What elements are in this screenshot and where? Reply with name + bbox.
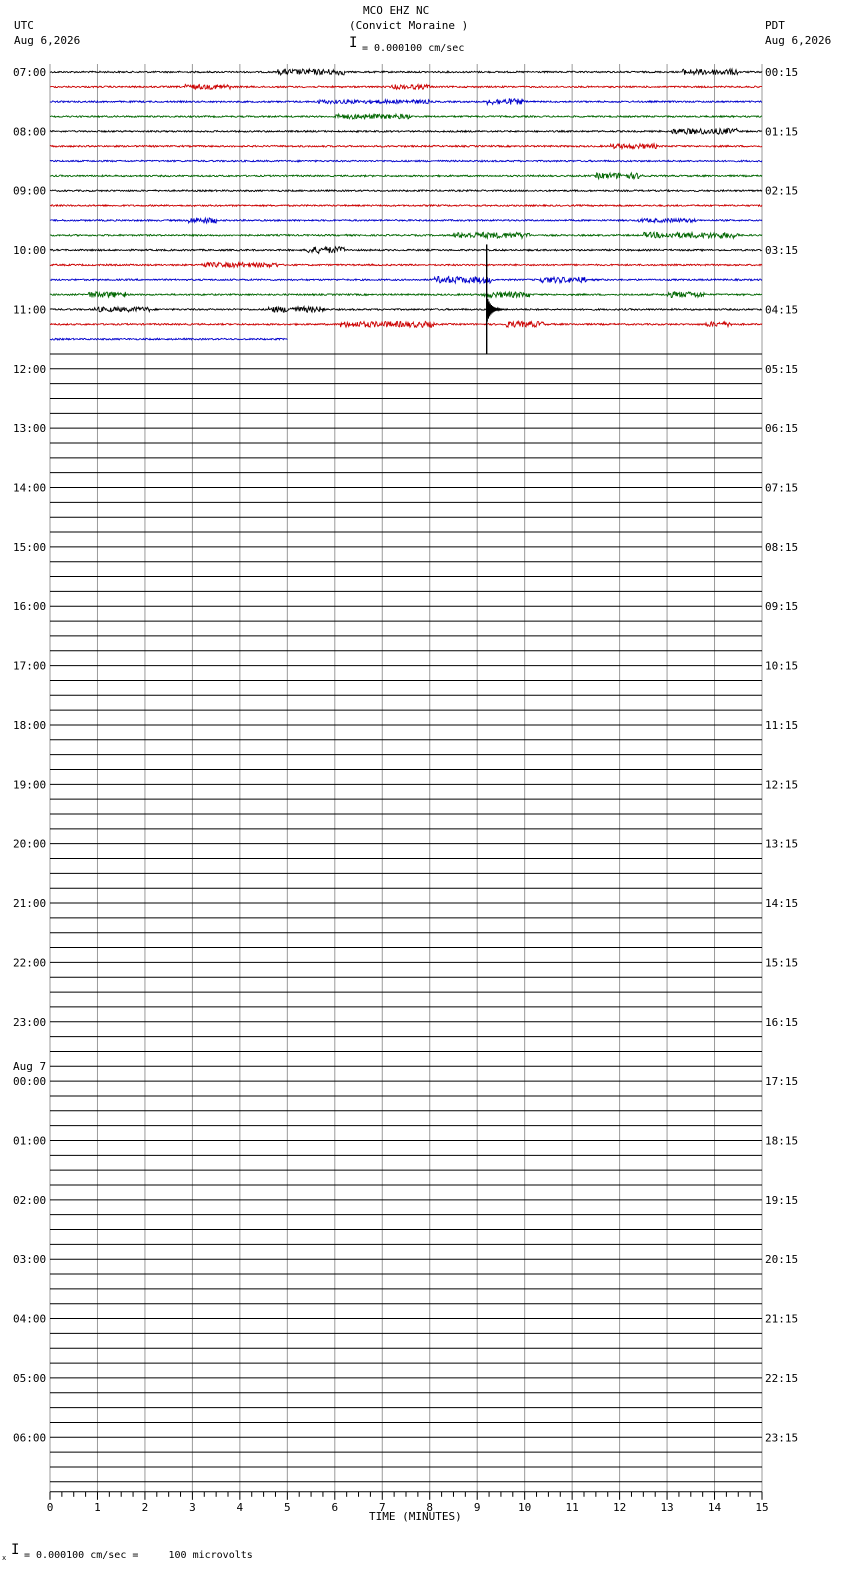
- left-timezone: UTC: [14, 19, 34, 32]
- pdt-hour-label: 05:15: [765, 362, 799, 376]
- seismic-trace: [50, 84, 762, 89]
- utc-hour-label: 00:00: [13, 1075, 47, 1089]
- seismic-trace: [50, 276, 762, 283]
- footer-prefix: x: [2, 1554, 7, 1562]
- seismic-trace: [50, 218, 762, 224]
- seismic-trace: [50, 69, 762, 75]
- utc-hour-label: 21:00: [13, 897, 47, 911]
- x-tick-label: 7: [378, 1500, 386, 1514]
- right-date: Aug 6,2026: [765, 34, 832, 47]
- x-tick-label: 0: [46, 1500, 54, 1514]
- scale-label: = 0.000100 cm/sec: [362, 43, 465, 54]
- seismic-trace: [50, 321, 762, 327]
- utc-hour-label: 23:00: [13, 1015, 47, 1029]
- pdt-hour-label: 12:15: [765, 778, 799, 792]
- utc-hour-label: 22:00: [13, 956, 47, 970]
- pdt-hour-label: 06:15: [765, 422, 799, 436]
- x-tick-label: 1: [94, 1500, 101, 1514]
- x-tick-label: 4: [236, 1500, 244, 1514]
- seismic-trace: [50, 144, 762, 149]
- utc-hour-label: 19:00: [13, 778, 47, 792]
- x-tick-label: 12: [612, 1500, 627, 1514]
- seismic-trace: [50, 114, 762, 119]
- pdt-hour-label: 04:15: [765, 303, 799, 317]
- x-tick-label: 15: [755, 1500, 769, 1514]
- pdt-hour-label: 11:15: [765, 718, 799, 732]
- site-name: (Convict Moraine ): [349, 19, 469, 32]
- seismic-trace: [50, 99, 762, 105]
- pdt-hour-label: 01:15: [765, 125, 799, 139]
- x-tick-label: 10: [518, 1500, 532, 1514]
- x-tick-label: 8: [426, 1500, 434, 1514]
- seismic-trace: [50, 232, 762, 238]
- pdt-hour-label: 13:15: [765, 837, 799, 851]
- left-date: Aug 6,2026: [14, 34, 81, 47]
- seismic-trace: [50, 247, 762, 254]
- seismic-trace: [50, 338, 287, 340]
- utc-hour-label: 10:00: [13, 244, 47, 258]
- utc-hour-label: 05:00: [13, 1371, 47, 1385]
- scale-icon: I: [349, 35, 358, 51]
- utc-hour-label: 09:00: [13, 184, 47, 198]
- pdt-hour-label: 08:15: [765, 540, 799, 554]
- right-timezone: PDT: [765, 19, 785, 32]
- utc-hour-label: 17:00: [13, 659, 47, 673]
- seismic-trace: [50, 292, 762, 298]
- utc-hour-label: 03:00: [13, 1253, 47, 1267]
- pdt-hour-label: 19:15: [765, 1193, 799, 1207]
- utc-hour-label: 01:00: [13, 1134, 47, 1148]
- utc-hour-label: 12:00: [13, 362, 47, 376]
- seismic-trace: [50, 128, 762, 134]
- utc-hour-label: 20:00: [13, 837, 47, 851]
- utc-hour-label: 13:00: [13, 422, 47, 436]
- utc-hour-label: 11:00: [13, 303, 47, 317]
- pdt-hour-label: 18:15: [765, 1134, 799, 1148]
- utc-hour-label: 14:00: [13, 481, 47, 495]
- seismic-trace: [50, 205, 762, 207]
- seismic-trace: [50, 160, 762, 162]
- x-tick-label: 2: [141, 1500, 149, 1514]
- pdt-hour-label: 03:15: [765, 244, 799, 258]
- pdt-hour-label: 20:15: [765, 1253, 799, 1267]
- x-tick-label: 9: [473, 1500, 481, 1514]
- pdt-hour-label: 10:15: [765, 659, 799, 673]
- x-tick-label: 14: [707, 1500, 722, 1514]
- utc-hour-label: 16:00: [13, 600, 47, 614]
- utc-hour-label: 06:00: [13, 1431, 47, 1445]
- x-tick-label: 5: [284, 1500, 291, 1514]
- utc-hour-label: 04:00: [13, 1312, 47, 1326]
- pdt-hour-label: 15:15: [765, 956, 799, 970]
- x-tick-label: 6: [331, 1500, 339, 1514]
- pdt-hour-label: 02:15: [765, 184, 799, 198]
- utc-hour-label: 02:00: [13, 1193, 47, 1207]
- station-title: MCO EHZ NC: [363, 4, 430, 17]
- footer-scale: = 0.000100 cm/sec = 100 microvolts: [24, 1550, 253, 1561]
- seismic-trace: [50, 190, 762, 192]
- seismic-trace: [50, 262, 762, 267]
- pdt-hour-label: 07:15: [765, 481, 799, 495]
- trace-lines: [50, 69, 762, 1482]
- x-tick-label: 13: [660, 1500, 674, 1514]
- footer-scale-icon: I: [11, 1542, 20, 1558]
- pdt-hour-label: 17:15: [765, 1075, 799, 1089]
- utc-date-label: Aug 7: [13, 1060, 47, 1074]
- pdt-hour-label: 22:15: [765, 1371, 799, 1385]
- pdt-hour-label: 21:15: [765, 1312, 799, 1326]
- x-tick-label: 11: [565, 1500, 579, 1514]
- utc-hour-label: 07:00: [13, 66, 47, 79]
- event-coda: [487, 295, 504, 321]
- seismic-trace: [50, 307, 762, 313]
- pdt-hour-label: 16:15: [765, 1015, 799, 1029]
- pdt-hour-label: 00:15: [765, 66, 799, 79]
- seismic-trace: [50, 173, 762, 179]
- utc-hour-label: 15:00: [13, 540, 47, 554]
- xaxis-title: TIME (MINUTES): [369, 1510, 462, 1523]
- utc-hour-label: 08:00: [13, 125, 47, 139]
- x-tick-label: 3: [189, 1500, 196, 1514]
- pdt-hour-label: 09:15: [765, 600, 799, 614]
- time-grid: [50, 64, 762, 1492]
- pdt-hour-label: 14:15: [765, 897, 799, 911]
- utc-hour-label: 18:00: [13, 718, 47, 732]
- pdt-hour-label: 23:15: [765, 1431, 799, 1445]
